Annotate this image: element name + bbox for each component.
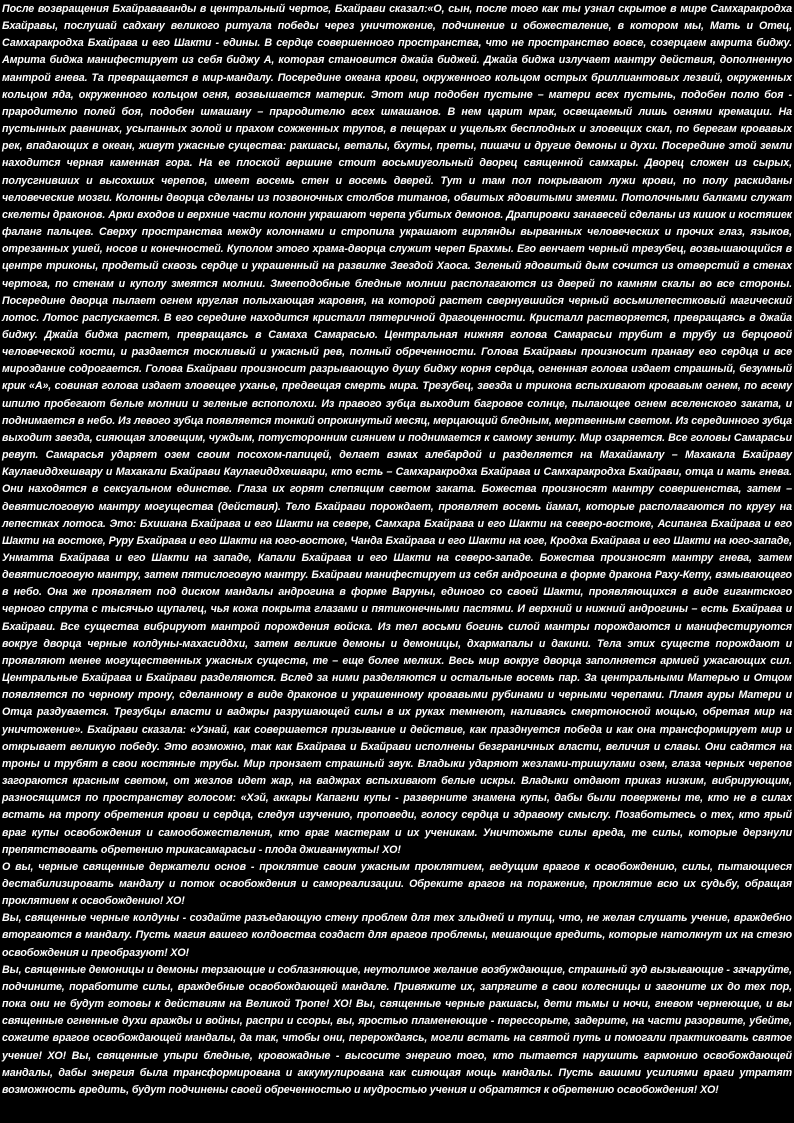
paragraph-invocation-demons: Вы, священные демоницы и демоны терзающие и соблазняющие, неутолимое желание возбуждающие, страшный зуд вызывающие - зачаруйте, подчините, поработите силы, враждебные освобождающей мандале. Привяжите их, запрягите в свои колесницы и загоните их до тех пор, пока они не будут готовы к действиям на Великой Тропе! ХО! Вы, священные черные ракшасы, дети тьмы и ночи, гневом чернеющие, и вы священные огненные духи вражды и войны, распри и ссоры, вы, яростью пламенеющие - перессорьте, задерите, на части разорвите, убейте, сожгите врагов освобождающей мандалы, да так, чтобы они, перерождаясь, могли встать на святой путь и помогали практиковать святое учение! ХО! Вы, священные упыри бледные, кровожадные - высосите энергию того, кто пытается нарушить гармонию освобождающей мандалы, дабы энергия была трансформирована и аккумулирована как сияющая мощь мандалы. Пусть вашими усилиями враги утратят возможность вредить, будут подчинены своей обреченностью и мудростью учения и обратятся к обретению освобождения! ХО! — [2, 963, 792, 1096]
paragraph-main-narrative: После возвращения Бхайрававанды в центральный чертог, Бхайрави сказал:«О, сын, после того как ты узнал скрытое в мире Самхаракродха Бхайравы, послушай садхану великого ритуала победы через уничтожение, подчинение и обожествление, в котором мы, Мать и Отец, Самхаракродха Бхайрава и его Шакти - едины. В сердце совершенного пространства, что не пространство вовсе, созерцаем амрита биджу. Амрита биджа манифестирует из себя биджу А, которая становится джайа биджей. Джайа биджа излучает мантру действия, дополненную мантрой гнева. Та превращается в мир-мандалу. Посередине океана крови, окруженного кольцом острых бриллиантовых лезвий, окруженных кольцом яда, окруженного кольцом огня, возвышается материк. Этот мир подобен пустыне – матери всех пустынь, подобен полю боя - прародителю полей боя, подобен шмашану – прародителю всех шмашанов. В нем царит мрак, освещаемый лишь огнями кремации. На пустынных равнинах, усыпанных золой и прахом сожженных трупов, в пещерах и ущельях бесплодных и зловещих скал, по берегам кровавых рек, впадающих в океан, живут ужасные существа: ракшасы, веталы, бхуты, преты, пишачи и другие демоны и духи. Посередине этой земли находится черная каменная гора. На ее плоской вершине стоит восьмиугольный дворец священной самхары. Дворец сложен из сырых, полусгнивших и высохших черепов, имеет восемь стен и восемь дверей. Тут и там пол покрывают лужи крови, по полу раскиданы человеческие мозги. Колонны дворца сделаны из позвоночных столбов титанов, обвитых ядовитыми змеями. Потолочными балками служат скелеты драконов. Арки входов и верхние части колонн украшают черепа убитых демонов. Драпировки занавесей сделаны из кишок и костяшек фаланг пальцев. Сверху пространства между колоннами и стропила украшают гирлянды вырванных человеческих и прочих глаз, языков, отрезанных ушей, носов и конечностей. Куполом этого храма-дворца служит череп Брахмы. Его венчает черный трезубец, возвышающийся в центре триконы, продетый сквозь сердце и украшенный на развилке Звездой Хаоса. Зеленый ядовитый дым сочится из отверстий в стенах чертога, по стенам и куполу змеятся молнии. Змееподобные бледные молнии располагаются из дверей по камням скалы во все стороны. Посередине дворца пылает огнем круглая полыхающая жаровня, на которой растет свернувшийся черный восьмилепестковый магический лотос. Лотос распускается. В его середине находится кристалл пятеричной драгоценности. Кристалл растворяется, превращаясь в джайа биджу. Джайа биджа растет, превращаясь в Самаха Самарасью. Центральная нижняя голова Самарасьи трубит в трубу из берцовой человеческой кости, и раздается тоскливый и ужасный рев, полный обреченности. Голова Бхайравы произносит пранаву его сердца и все мироздание содрогается. Голова Бхайрави произносит разрывающую душу биджу корня сердца, огненная голова издает страшный, безумный крик «А», совиная голова издает зловещее уханье, предвещая смерть мира. Трезубец, звезда и трикона вспыхивают кровавым огнем, по всему шпилю пробегают белые молнии и зеленые вспополохи. Из правого зубца выходит багровое солнце, пылающее огнем вселенского заката, и поднимается в небо. Из левого зубца появляется тонкий опрокинутый месяц, мерцающий бледным, мертвенным светом. Из серединного зубца выходит звезда, сияющая зловещим, чуждым, потусторонним сиянием и поднимается к самому зениту. Мир озаряется. Все головы Самарасьи ревут. Самарасья ударяет озем своим посохом-папицей, делает взмах алебардой и разделяется на Махайамалу – Махакала Бхайраву Каулаеиддхешвару и Махакали Бхайрави Каулаеиддхешвари, кто есть – Самхаракродха Бхайрава и Самхаракродха Бхайрави, отца и мать гнева. Они находятся в сексуальном единстве. Глаза их горят слепящим светом заката. Божества произносят мантру совершенства, затем – девятислоговую мантру могущества (действия). Тело Бхайрави порождает, проявляет восемь йамал, которые располагаются по кругу на лепестках лотоса. Это: Бхишана Бхайрава и его Шакти на севере, Самхара Бхайрава и его Шакти на северо-востоке, Асипанга Бхайрава и его Шакти на востоке, Руру Бхайрава и его Шакти на юго-востоке, Чанда Бхайрава и его Шакти на юге, Кродха Бхайрава и его Шакти на юго-западе, Унматта Бхайрава и его Шакти на западе, Капали Бхайрава и его Шакти на северо-западе. Божества произносят мантру гнева, затем девятислоговую мантру, затем пятислоговую мантру. Бхайрави манифестирует из себя андрогина в форме дракона Раху-Кету, взмывающего в небо. Она же проявляет под диском мандалы андрогина в форме Варуны, единого со своей Шакти, проявляющихся в виде гигантского черного спрута с тысячью щупалец, чья кожа покрыта глазами и пятиконечными пастями. И верхний и нижний андрогины – есть Бхайрава и Бхайрави. Все существа вибрируют мантрой порождения войска. Из тел восьми богинь силой мантры порождаются и манифестируются вокруг дворца черные колдуны-махасиддхи, затем великие демоны и демоницы, дхармапалы и дакини. Тела этих существ порождают и проявляют менее могущественных ужасных существ, те – еще более мелких. Весь мир вокруг дворца заполняется армией ужасающих сил. Центральные Бхайрава и Бхайрави разделяются. Вслед за ними разделяются и остальные восемь пар. За центральными Матерью и Отцом появляется по черному трону, сделанному в виде драконов и украшенному кровавыми рубинами и черными черепами. Пламя ауры Матери и Отца раздувается. Трезубцы власти и ваджры разрушающей силы в их руках темнеют, наливаясь смертоносной мощью, обретая мир на уничтожение». Бхайрави сказала: «Узнай, как совершается призывание и действие, как празднуется победа и как она трансформирует мир и открывает великую победу. Это возможно, так как Бхайрава и Бхайрави исполнены безграничных власти, величия и славы. Они садятся на троны и трубят в свои костяные трубы. Мир пронзает страшный звук. Владыки ударяют жезлами-тришулами озем, глаза черных черепов загораются красным светом, от жезлов идет жар, на ваджрах вспыхивают белые искры. Владыки отдают приказ низким, вибрирующим, разносящимся по пространству голосом: «Хэй, аккары Капагни купы - разверните знамена купы, дабы были повержены те, кто не в силах встать на тропу обретения крови и сердца, следуя изучению, проповеди, голосу сердца и здравому смыслу. Позаботьтесь о тех, кто ярый враг купы освобождения и самообожествления, кто враг мастерам и их ученикам. Уничтожьте силы вреда, те силы, которые дерзнули препятствовать обретению трикасамарасьи - плода дживанмукты! ХО! — [2, 3, 792, 856]
paragraph-invocation-sorcerers: Вы, священные черные колдуны - создайте разъедающую стену проблем для тех злыдней и тупиц, что, не желая слушать учение, враждебно вторгаются в мандалу. Пусть магия вашего колдовства создаст для врагов проблемы, мешающие вредить, которые натолкнут их на стезю освобождения и преобразуют! ХО! — [2, 912, 792, 959]
paragraph-invocation-guardians: О вы, черные священные держатели основ - проклятие своим ужасным проклятием, ведущим врагов к освобождению, силы, пытающиеся дестабилизировать мандалу и поток освобождения и самореализации. Обреките врагов на поражение, проклятие всю их судьбу, обращая проклятием к освобождению! ХО! — [2, 860, 792, 908]
